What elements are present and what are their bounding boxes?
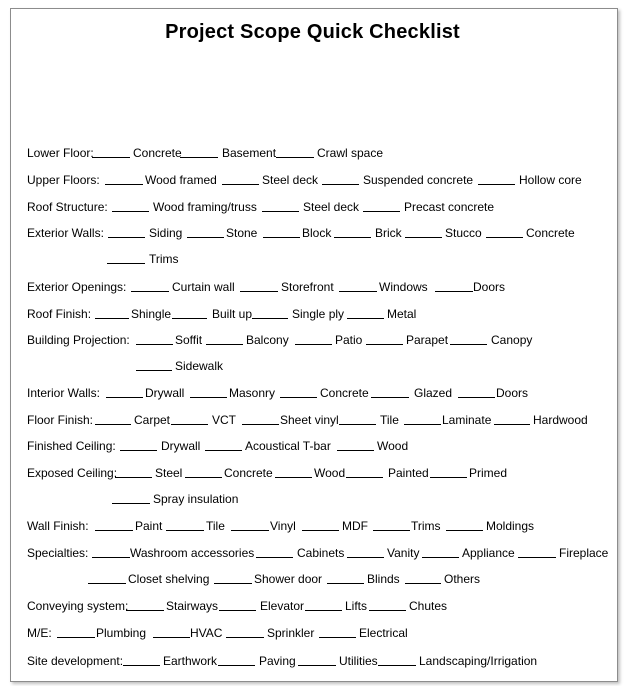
fill-in-blank[interactable]: [180, 145, 218, 158]
checklist-option: Fireplace: [559, 546, 609, 560]
fill-in-blank[interactable]: [366, 332, 403, 345]
checklist-row: [0, 225, 625, 243]
checklist-option: Glazed: [414, 386, 453, 400]
checklist-row: [0, 438, 625, 456]
fill-in-blank[interactable]: [298, 653, 336, 666]
checklist-option: Shower door: [254, 572, 323, 586]
fill-in-blank[interactable]: [450, 332, 487, 345]
checklist-option: Wood: [377, 439, 409, 453]
fill-in-blank[interactable]: [347, 545, 384, 558]
checklist-option: Moldings: [486, 519, 535, 533]
checklist-option: Stucco: [445, 226, 482, 240]
fill-in-blank[interactable]: [494, 412, 530, 425]
fill-in-blank[interactable]: [106, 385, 143, 398]
fill-in-blank[interactable]: [136, 358, 172, 371]
row-label: Exterior Walls:: [27, 226, 104, 240]
checklist-option: Closet shelving: [128, 572, 210, 586]
fill-in-blank[interactable]: [92, 145, 130, 158]
checklist-option: Vinyl: [270, 519, 296, 533]
checklist-option: Concrete: [526, 226, 575, 240]
row-label: Exposed Ceiling:: [27, 466, 118, 480]
checklist-row: [0, 545, 625, 563]
page-title: Project Scope Quick Checklist: [165, 21, 460, 43]
fill-in-blank[interactable]: [112, 491, 150, 504]
checklist-option: Brick: [375, 226, 402, 240]
fill-in-blank[interactable]: [478, 172, 515, 185]
checklist-option: Steel: [155, 466, 183, 480]
fill-in-blank[interactable]: [126, 598, 164, 611]
fill-in-blank[interactable]: [214, 571, 252, 584]
checklist-option: Siding: [149, 226, 183, 240]
fill-in-blank[interactable]: [226, 625, 264, 638]
fill-in-blank[interactable]: [404, 412, 441, 425]
fill-in-blank[interactable]: [136, 332, 173, 345]
fill-in-blank[interactable]: [339, 412, 376, 425]
checklist-row: [0, 385, 625, 403]
fill-in-blank[interactable]: [322, 172, 359, 185]
fill-in-blank[interactable]: [218, 653, 255, 666]
fill-in-blank[interactable]: [371, 385, 409, 398]
checklist-option: Concrete: [320, 386, 369, 400]
fill-in-blank[interactable]: [405, 225, 442, 238]
checklist-row: [0, 465, 625, 483]
checklist-option: Paving: [259, 654, 296, 668]
fill-in-blank[interactable]: [240, 279, 278, 292]
fill-in-blank[interactable]: [242, 412, 279, 425]
fill-in-blank[interactable]: [263, 225, 300, 238]
checklist-row: [0, 625, 625, 643]
row-label: Site development:: [27, 654, 124, 668]
fill-in-blank[interactable]: [131, 279, 169, 292]
fill-in-blank[interactable]: [153, 625, 190, 638]
fill-in-blank[interactable]: [171, 412, 208, 425]
checklist-option: Stairways: [166, 599, 219, 613]
row-label: Exterior Openings:: [27, 280, 127, 294]
checklist-option: Earthwork: [163, 654, 218, 668]
fill-in-blank[interactable]: [112, 199, 149, 212]
fill-in-blank[interactable]: [95, 412, 131, 425]
checklist-option: Vanity: [387, 546, 420, 560]
checklist-option: Metal: [387, 307, 417, 321]
row-label: Conveying system:: [27, 599, 129, 613]
checklist-row: [0, 145, 625, 163]
checklist-row: [0, 279, 625, 297]
checklist-option: Steel deck: [262, 173, 319, 187]
checklist-option: Basement: [222, 146, 277, 160]
fill-in-blank[interactable]: [115, 465, 152, 478]
checklist-option: Steel deck: [303, 200, 360, 214]
checklist-row: [0, 172, 625, 190]
fill-in-blank[interactable]: [172, 306, 207, 319]
fill-in-blank[interactable]: [187, 225, 224, 238]
row-label: Building Projection:: [27, 333, 130, 347]
checklist-option: Tile: [380, 413, 399, 427]
checklist-option: Utilities: [339, 654, 378, 668]
row-label: Finished Ceiling:: [27, 439, 116, 453]
checklist-row: [0, 412, 625, 430]
fill-in-blank[interactable]: [222, 172, 259, 185]
fill-in-blank[interactable]: [339, 279, 377, 292]
checklist-option: Carpet: [134, 413, 171, 427]
checklist-option: Precast concrete: [404, 200, 495, 214]
fill-in-blank[interactable]: [190, 385, 227, 398]
checklist-option: Chutes: [409, 599, 448, 613]
checklist-row: [0, 306, 625, 324]
checklist-option: Patio: [335, 333, 363, 347]
checklist-option: Storefront: [281, 280, 334, 294]
checklist-option: Curtain wall: [172, 280, 235, 294]
fill-in-blank[interactable]: [302, 518, 339, 531]
fill-in-blank[interactable]: [120, 438, 157, 451]
row-label: Wall Finish:: [27, 519, 89, 533]
checklist-option: Crawl space: [317, 146, 384, 160]
row-label: Roof Structure:: [27, 200, 108, 214]
fill-in-blank[interactable]: [334, 225, 371, 238]
fill-in-blank[interactable]: [95, 518, 133, 531]
fill-in-blank[interactable]: [107, 251, 145, 264]
checklist-option: Tile: [206, 519, 225, 533]
checklist-option: Concrete: [224, 466, 273, 480]
checklist-option: Wood framing/truss: [153, 200, 257, 214]
checklist-option: Canopy: [491, 333, 533, 347]
fill-in-blank[interactable]: [486, 225, 523, 238]
fill-in-blank[interactable]: [458, 385, 495, 398]
checklist-row: [0, 571, 625, 589]
fill-in-blank[interactable]: [105, 172, 143, 185]
checklist-option: Built up: [212, 307, 253, 321]
row-label: Roof Finish:: [27, 307, 92, 321]
checklist-option: Elevator: [260, 599, 305, 613]
row-label: Lower Floor:: [27, 146, 94, 160]
checklist-row: [0, 358, 625, 376]
checklist-option: Sprinkler: [267, 626, 315, 640]
row-label: M/E:: [27, 626, 52, 640]
fill-in-blank[interactable]: [346, 465, 383, 478]
checklist-option: Lifts: [345, 599, 368, 613]
checklist-option: Others: [444, 572, 481, 586]
checklist-option: VCT: [212, 413, 236, 427]
row-label: Floor Finish:: [27, 413, 94, 427]
checklist-row: [0, 332, 625, 350]
fill-in-blank[interactable]: [252, 306, 288, 319]
fill-in-blank[interactable]: [422, 545, 459, 558]
checklist-option: HVAC: [190, 626, 223, 640]
checklist-option: Wood framed: [145, 173, 217, 187]
fill-in-blank[interactable]: [435, 279, 473, 292]
fill-in-blank[interactable]: [219, 598, 256, 611]
checklist-option: Balcony: [246, 333, 289, 347]
checklist-option: Doors: [496, 386, 529, 400]
fill-in-blank[interactable]: [88, 571, 126, 584]
checklist-option: Doors: [473, 280, 506, 294]
fill-in-blank[interactable]: [205, 438, 242, 451]
checklist-option: MDF: [342, 519, 368, 533]
fill-in-blank[interactable]: [518, 545, 556, 558]
checklist-option: Laminate: [442, 413, 492, 427]
checklist-option: Stone: [226, 226, 258, 240]
checklist-row: [0, 491, 625, 509]
fill-in-blank[interactable]: [405, 571, 441, 584]
row-label: Upper Floors:: [27, 173, 100, 187]
fill-in-blank[interactable]: [378, 653, 416, 666]
checklist-option: Windows: [379, 280, 428, 294]
checklist-option: Hollow core: [519, 173, 582, 187]
checklist-option: Trims: [149, 252, 179, 266]
fill-in-blank[interactable]: [166, 518, 204, 531]
row-label: Specialties:: [27, 546, 89, 560]
checklist-option: Painted: [388, 466, 429, 480]
fill-in-blank[interactable]: [206, 332, 243, 345]
checklist-option: Paint: [135, 519, 163, 533]
fill-in-blank[interactable]: [275, 465, 312, 478]
checklist-row: [0, 598, 625, 616]
checklist-option: Parapet: [406, 333, 449, 347]
checklist-option: Concrete: [133, 146, 182, 160]
checklist-option: Drywall: [145, 386, 185, 400]
checklist-option: Shingle: [131, 307, 172, 321]
checklist-option: Blinds: [367, 572, 400, 586]
checklist-option: Acoustical T-bar: [245, 439, 331, 453]
fill-in-blank[interactable]: [276, 145, 314, 158]
fill-in-blank[interactable]: [337, 438, 374, 451]
fill-in-blank[interactable]: [373, 518, 410, 531]
checklist-option: Suspended concrete: [363, 173, 474, 187]
fill-in-blank[interactable]: [347, 306, 384, 319]
checklist-option: Soffit: [175, 333, 203, 347]
fill-in-blank[interactable]: [319, 625, 356, 638]
checklist-option: Trims: [411, 519, 441, 533]
checklist-option: Electrical: [359, 626, 408, 640]
checklist-option: Cabinets: [297, 546, 345, 560]
checklist-option: Appliance: [462, 546, 515, 560]
fill-in-blank[interactable]: [262, 199, 299, 212]
fill-in-blank[interactable]: [57, 625, 95, 638]
fill-in-blank[interactable]: [430, 465, 467, 478]
checklist-row: [0, 518, 625, 536]
checklist-option: Sheet vinyl: [280, 413, 339, 427]
checklist-option: Primed: [469, 466, 508, 480]
checklist-option: Sidewalk: [175, 359, 224, 373]
checklist-row: [0, 653, 625, 671]
checklist-row: [0, 199, 625, 217]
row-label: Interior Walls:: [27, 386, 100, 400]
fill-in-blank[interactable]: [231, 518, 269, 531]
fill-in-blank[interactable]: [185, 465, 222, 478]
checklist-option: Single ply: [292, 307, 345, 321]
fill-in-blank[interactable]: [446, 518, 483, 531]
fill-in-blank[interactable]: [295, 332, 332, 345]
checklist-option: Spray insulation: [153, 492, 239, 506]
fill-in-blank[interactable]: [256, 545, 293, 558]
fill-in-blank[interactable]: [95, 306, 129, 319]
fill-in-blank[interactable]: [369, 598, 406, 611]
fill-in-blank[interactable]: [363, 199, 400, 212]
checklist-option: Washroom accessories: [130, 546, 255, 560]
fill-in-blank[interactable]: [108, 225, 145, 238]
fill-in-blank[interactable]: [305, 598, 342, 611]
fill-in-blank[interactable]: [92, 545, 130, 558]
checklist-option: Plumbing: [96, 626, 147, 640]
checklist-option: Drywall: [161, 439, 201, 453]
fill-in-blank[interactable]: [123, 653, 160, 666]
fill-in-blank[interactable]: [327, 571, 364, 584]
checklist-option: Block: [302, 226, 332, 240]
checklist-option: Hardwood: [533, 413, 588, 427]
checklist-option: Landscaping/Irrigation: [419, 654, 538, 668]
fill-in-blank[interactable]: [280, 385, 317, 398]
checklist-option: Masonry: [229, 386, 276, 400]
checklist-row: [0, 251, 625, 269]
checklist-option: Wood: [314, 466, 346, 480]
